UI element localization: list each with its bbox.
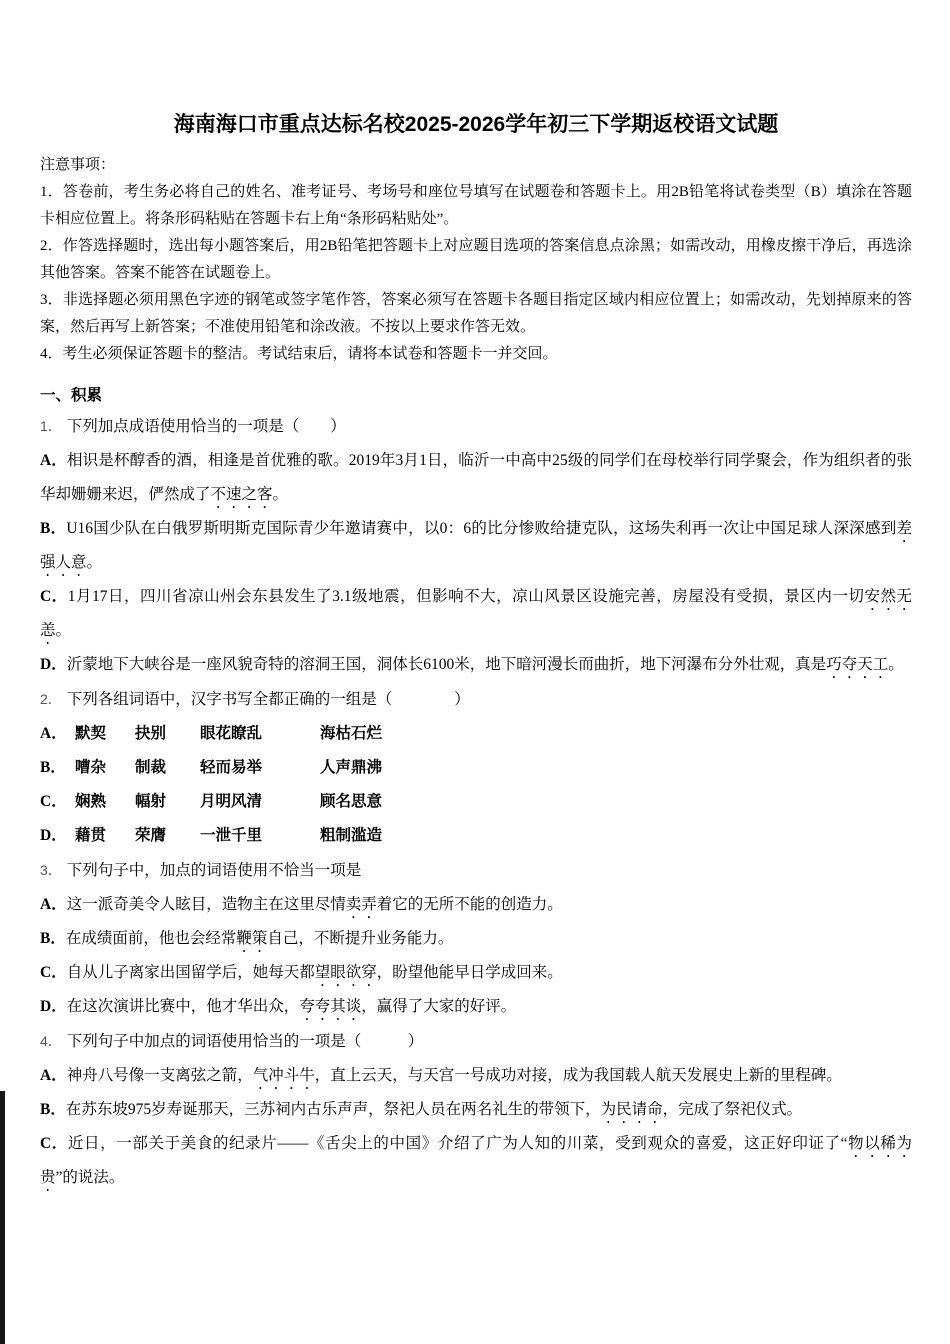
word-item: 幅射 [135,793,167,810]
question-number: 2． [40,691,62,707]
option-text: 近日，一部关于美食的纪录片——《舌尖上的中国》介绍了广为人知的川菜，受到观众的喜爱，这正好印证了“ [67,1135,848,1152]
page-title: 海南海口市重点达标名校2025-2026学年初三下学期返校语文试题 [173,113,779,136]
notice-heading: 注意事项： [40,157,116,173]
word-item: 制裁 [135,759,167,776]
question-3-option-a [40,888,912,922]
word-item: 眼花瞭乱 [200,725,263,742]
notice-item: 4．考生必须保证答题卡的整洁。考试结束后，请将本试卷和答题卡一并交回。 [40,346,558,362]
option-label: D． [40,656,67,673]
option-text: 着它的无所不能的创造力。 [376,896,563,913]
option-label: B． [40,930,66,947]
option-text: 这一派奇美令人眩目，造物主在这里尽情 [66,896,346,913]
option-text: 相识是杯醇香的酒，相逢是首优雅的歌。2019年3月1日，临沂一中高中25级的同学们在母校举行同学聚会，作为组织者的张华却姗姗来迟，俨然成了 [40,452,912,503]
question-stem-text: 下列加点成语使用恰当的一项是（ ） [66,418,346,435]
option-label: B． [40,1101,66,1118]
question-2-option-c [40,785,912,819]
question-3 [40,853,912,1024]
question-2-stem [40,682,912,717]
question-4-option-c [40,1127,912,1195]
option-label: A． [40,452,67,469]
word-item: 月明风清 [200,793,263,810]
question-2-option-a [40,717,912,751]
option-text: 。 [888,656,904,673]
word-item: 顾名思意 [320,793,383,810]
option-text: ，完成了祭祀仪式。 [662,1101,803,1118]
emphasized-word: 夸夸其谈 [299,998,362,1015]
question-1-option-a [40,444,912,512]
word-item: 默契 [75,725,107,742]
emphasized-idiom: 为民请命 [600,1101,663,1118]
word-item: 一泄千里 [200,827,263,844]
word-item: 嘈杂 [75,759,107,776]
notice-section [40,152,912,368]
word-item: 藉贯 [75,827,107,844]
option-text: 沂蒙地下大峡谷是一座风貌奇特的溶洞王国，洞体长6100米，地下暗河漫长而曲折，地下河瀑布分外壮观，真是 [66,656,827,673]
emphasized-idiom: 物以稀为贵 [40,1135,912,1186]
word-item: 娴熟 [75,793,107,810]
word-item: 轻而易举 [200,759,263,776]
word-item: 荣膺 [135,827,167,844]
emphasized-word: 卖弄 [345,896,377,913]
question-3-option-d [40,990,912,1024]
word-item: 粗制滥造 [320,827,383,844]
option-text: 在苏东坡975岁寿诞那天，三苏祠内古乐声声，祭祀人员在两名礼生的带领下， [65,1101,601,1118]
question-1-option-b [40,512,912,580]
question-number: 1． [40,418,62,434]
word-item: 人声鼎沸 [320,759,383,776]
notice-item: 2．作答选择题时，选出每小题答案后，用2B铅笔把答题卡上对应题目选项的答案信息点涂黑；如需改动，用橡皮擦干净后，再选涂其他答案。答案不能答在试题卷上。 [40,238,912,281]
option-label: B． [40,759,66,776]
option-label: C． [40,588,68,605]
option-text: 在这次演讲比赛中，他才华出众， [66,998,300,1015]
question-4-option-b [40,1093,912,1127]
question-4 [40,1024,912,1195]
emphasized-idiom: 巧夺天工 [826,656,889,673]
option-text: 。 [86,554,103,571]
option-text: ，盼望他能早日学成回来。 [376,964,563,981]
notice-item: 1．答卷前，考生务必将自己的姓名、准考证号、考场号和座位号填写在试题卷和答题卡上。用2B铅笔将试卷类型（B）填涂在答题卡相应位置上。将条形码粘贴在答题卡右上角“条形码粘贴处”。 [40,184,912,227]
option-label: D． [40,998,67,1015]
question-number: 4． [40,1033,62,1049]
question-3-stem [40,853,912,888]
question-stem-text: 下列句子中，加点的词语使用不恰当一项是 [66,862,362,879]
option-text: 在成绩面前，他也会经常 [65,930,237,947]
emphasized-idiom: 不速之客 [210,486,273,503]
option-label: C． [40,964,67,981]
question-1-stem [40,409,912,444]
question-3-option-b [40,922,912,956]
word-item: 海枯石烂 [320,725,383,742]
notice-item: 3．非选择题必须用黑色字迹的钢笔或签字笔作答，答案必须写在答题卡各题目指定区域内相应位置上；如需改动，先划掉原来的答案，然后再写上新答案；不准使用铅笔和涂改液。不按以上要求作答无效。 [40,292,912,335]
option-label: A． [40,896,67,913]
option-text: 。 [272,486,289,503]
option-text: 神舟八号像一支离弦之箭， [66,1067,253,1084]
option-text: 自从儿子离家出国留学后，她每天都 [66,964,315,981]
question-1 [40,409,912,682]
question-number: 3． [40,862,62,878]
option-label: D． [40,827,67,844]
option-text: U16国少队在白俄罗斯明斯克国际青少年邀请赛中，以0：6的比分惨败给捷克队，这场失利再一次让中国足球人深深感到 [66,520,897,537]
question-2 [40,682,912,853]
questions-area [40,409,912,1195]
question-4-option-a [40,1059,912,1093]
option-text: ”的说法。 [55,1169,125,1186]
emphasized-idiom: 安然无恙 [40,588,912,639]
emphasized-idiom: 气冲斗牛 [252,1067,315,1084]
question-3-option-c [40,956,912,990]
question-1-option-c [40,580,912,648]
emphasized-word: 望眼欲穿 [314,964,377,981]
option-label: A． [40,1067,67,1084]
question-1-option-d [40,648,912,682]
option-text: 1月17日，四川省凉山州会东县发生了3.1级地震，但影响不大，凉山风景区设施完善，房屋没有受损，景区内一切 [67,588,865,605]
section-heading: 一、积累 [40,387,103,404]
word-item: 抉别 [135,725,167,742]
question-stem-text: 下列各组词语中，汉字书写全都正确的一组是（ ） [66,691,470,708]
option-label: C． [40,793,67,810]
emphasized-word: 鞭策 [236,930,268,947]
emphasized-idiom: 差强人意 [40,520,912,571]
question-stem-text: 下列句子中加点的词语使用恰当的一项是（ ） [66,1033,424,1050]
option-text: ，直上云天，与天宫一号成功对接，成为我国载人航天发展史上新的里程碑。 [314,1067,842,1084]
page-edge-bar [0,1091,5,1344]
option-text: ，赢得了大家的好评。 [361,998,517,1015]
option-label: B． [40,520,67,537]
option-text: 。 [55,622,72,639]
question-2-option-b [40,751,912,785]
question-4-stem [40,1024,912,1059]
option-text: 自己，不断提升业务能力。 [267,930,454,947]
option-label: C． [40,1135,68,1152]
option-label: A． [40,725,67,742]
question-2-option-d [40,819,912,853]
